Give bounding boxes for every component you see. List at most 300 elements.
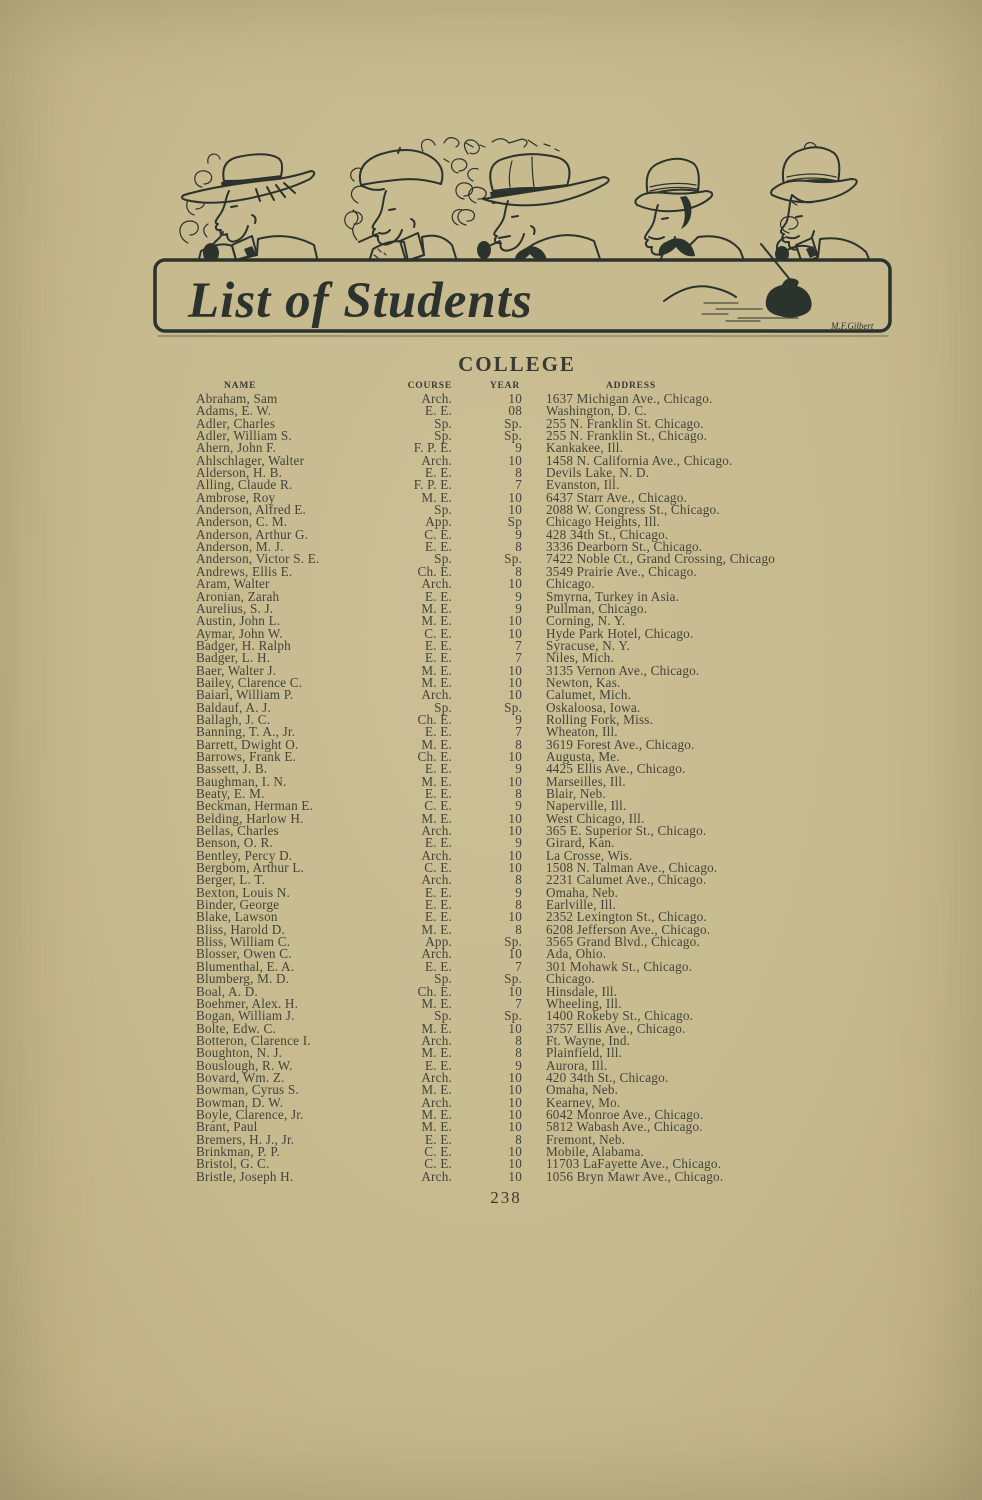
cell-course: App. [425,934,452,950]
cell-name: Baiari, William P. [196,687,294,703]
cell-address: Kankakee, Ill. [546,440,624,456]
cell-name: Aram, Walter [196,576,270,592]
table-row [196,603,816,615]
cell-name: Bowman, D. W. [196,1094,284,1110]
cell-name: Beaty, E. M. [196,786,265,801]
cell-name: Anderson, Arthur G. [196,526,309,542]
cell-address: 255 N. Franklin St. Chicago. [546,415,704,431]
cell-name: Blumberg, M. D. [196,971,290,987]
cell-address: Smyrna, Turkey in Asia. [546,588,680,604]
cell-course: Ch. E. [417,983,452,999]
cell-year: 10 [508,1143,522,1159]
table-row [196,1010,816,1022]
cell-name: Bassett, J. B. [196,761,268,777]
cell-course: Arch. [421,1094,452,1110]
cell-name: Bexton, Louis N. [196,884,291,900]
cell-name: Ambrose, Roy [196,489,276,505]
banner-title: List of Students [188,273,533,329]
cell-name: Andrews, Ellis E. [196,563,293,579]
cell-course: Ch. E. [417,563,452,579]
cell-year: 8 [515,736,522,752]
cell-address: Marseilles, Ill. [546,773,626,789]
cell-course: Arch. [421,576,452,592]
cell-course: F. P. E. [413,440,452,456]
cell-course: E. E. [424,724,452,740]
cell-name: Brant, Paul [196,1119,258,1135]
cell-year: 7 [515,958,522,974]
cell-course: E. E. [424,588,452,604]
cell-year: 8 [515,786,522,801]
cell-name: Blake, Lawson [196,909,278,925]
cell-year: 7 [515,637,522,653]
cell-year: 10 [508,847,522,863]
cell-name: Alderson, H. B. [196,465,283,481]
table-row [196,393,816,405]
cell-address: Wheeling, Ill. [546,995,622,1011]
cell-year: 9 [515,588,522,604]
cell-course: Arch. [421,946,452,962]
cell-address: 1458 N. California Ave., Chicago. [546,452,733,468]
cell-name: Aronian, Zarah [196,588,280,604]
cell-year: 10 [508,687,522,703]
cell-address: Rolling Fork, Miss. [546,711,654,727]
cell-address: Calumet, Mich. [546,687,632,703]
cell-name: Aymar, John W. [196,625,283,641]
cell-year: 10 [508,576,522,592]
cell-name: Bergbom, Arthur L. [196,860,305,876]
cell-address: Augusta, Me. [546,748,620,764]
cell-year: 7 [515,477,522,493]
cell-name: Adler, William S. [196,428,292,444]
cell-year: 10 [508,1106,522,1122]
cell-course: M. E. [421,600,452,616]
cell-course: Sp. [434,1008,452,1024]
cell-course: E. E. [424,403,452,419]
cell-address: Chicago. [546,576,595,592]
cell-course: Sp. [434,551,452,567]
cell-address: 4425 Ellis Ave., Chicago. [546,761,686,777]
table-row [196,566,816,578]
table-row [196,504,816,516]
table-row [196,615,816,627]
cell-course: E. E. [424,884,452,900]
cell-year: 8 [515,872,522,888]
table-header-row [196,380,816,393]
cell-course: Arch. [421,823,452,839]
cell-year: Sp. [504,1008,522,1024]
cell-name: Bovard, Wm. Z. [196,1069,285,1085]
student-plaid-cap-cigarette-figure [345,138,485,271]
cell-year: 10 [508,674,522,690]
cell-year: 9 [515,440,522,456]
cell-course: Sp. [434,502,452,518]
cell-address: 6208 Jefferson Ave., Chicago. [546,921,711,937]
cell-name: Bolte, Edw. C. [196,1020,276,1036]
cell-year: 10 [508,1168,522,1184]
cell-year: 8 [515,563,522,579]
table-row [196,430,816,442]
cell-year: 9 [515,1057,522,1073]
student-light-fedora-pipe-figure [771,143,874,271]
column-header-name: NAME [224,381,257,391]
cell-year: 10 [508,810,522,826]
table-row [196,455,816,467]
cell-course: C. E. [424,1143,452,1159]
table-row [196,1146,816,1158]
cell-year: 9 [515,798,522,814]
cell-year: 9 [515,600,522,616]
cell-name: Adams, E. W. [196,403,272,419]
table-row [196,887,816,899]
cell-address: Omaha, Neb. [546,1082,619,1098]
cell-name: Ahlschlager, Walter [196,452,305,468]
cell-name: Barrows, Frank E. [196,748,297,764]
cell-name: Banning, T. A., Jr. [196,724,296,740]
cell-course: E. E. [424,761,452,777]
cell-year: 9 [515,835,522,851]
cell-address: Chicago Heights, Ill. [546,514,661,530]
cell-course: E. E. [424,1131,452,1147]
directory-content [196,352,816,1183]
cell-name: Brinkman, P. P. [196,1143,280,1159]
table-row [196,591,816,603]
cell-name: Bliss, William C. [196,934,291,950]
cell-year: Sp [507,514,522,530]
cell-year: 9 [515,526,522,542]
cell-year: 8 [515,1045,522,1061]
cell-name: Binder, George [196,897,280,913]
cell-year: 8 [515,1032,522,1048]
cell-course: Arch. [421,872,452,888]
cell-address: 1056 Bryn Mawr Ave., Chicago. [546,1168,724,1184]
cell-address: Plainfield, Ill. [546,1045,623,1061]
cell-address: Hyde Park Hotel, Chicago. [546,625,694,641]
header-illustration [128,133,893,347]
cell-course: C. E. [424,1156,452,1172]
cell-address: 255 N. Franklin St., Chicago. [546,428,708,444]
cell-address: La Crosse, Wis. [546,847,633,863]
cell-course: M. E. [421,736,452,752]
cell-address: 301 Mohawk St., Chicago. [546,958,693,974]
cell-course: E. E. [424,465,452,481]
cell-name: Abraham, Sam [196,391,278,406]
cell-name: Ahern, John F. [196,440,277,456]
cell-name: Anderson, C. M. [196,514,288,530]
table-row [196,776,816,788]
cell-course: C. E. [424,526,452,542]
cell-name: Benson, O. R. [196,835,273,851]
cell-course: App. [425,514,452,530]
cell-name: Botteron, Clarence I. [196,1032,311,1048]
cell-address: Naperville, Ill. [546,798,627,814]
cell-course: M. E. [421,1020,452,1036]
cell-course: M. E. [421,810,452,826]
artist-signature: M.F.Gilbert [831,321,874,331]
table-row [196,1134,816,1146]
student-table-body [196,393,816,1183]
cell-address: 365 E. Superior St., Chicago. [546,823,707,839]
table-row [196,640,816,652]
cell-address: Niles, Mich. [546,650,614,666]
cell-name: Berger, L. T. [196,872,266,888]
cell-name: Ballagh, J. C. [196,711,271,727]
cell-name: Adler, Charles [196,415,276,431]
cell-address: 3757 Ellis Ave., Chicago. [546,1020,686,1036]
cell-name: Boyle, Clarence, Jr. [196,1106,304,1122]
cell-name: Bristle, Joseph H. [196,1168,294,1184]
cell-name: Aurelius, S. J. [196,600,274,616]
cell-course: Sp. [434,971,452,987]
cell-name: Anderson, Victor S. E. [196,551,320,567]
cell-year: 10 [508,391,522,406]
cell-name: Anderson, Alfred E. [196,502,307,518]
cell-year: 8 [515,1131,522,1147]
cell-address: 2088 W. Congress St., Chicago. [546,502,720,518]
cell-name: Boehmer, Alex. H. [196,995,299,1011]
cell-name: Belding, Harlow H. [196,810,304,826]
cell-address: Fremont, Neb. [546,1131,626,1147]
cell-course: C. E. [424,860,452,876]
table-row [196,1035,816,1047]
cell-year: 7 [515,724,522,740]
cell-course: Arch. [421,847,452,863]
cell-year: 10 [508,748,522,764]
table-row [196,529,816,541]
table-row [196,702,816,714]
cell-year: 8 [515,921,522,937]
cell-name: Badger, H. Ralph [196,637,291,653]
cell-year: Sp. [504,971,522,987]
cell-address: West Chicago, Ill. [546,810,645,826]
cell-address: 6437 Starr Ave., Chicago. [546,489,688,505]
cell-course: C. E. [424,625,452,641]
table-row [196,763,816,775]
cell-name: Baer, Walter J. [196,662,277,678]
cell-course: Ch. E. [417,748,452,764]
cell-year: 10 [508,1069,522,1085]
cell-course: M. E. [421,921,452,937]
cell-year: 10 [508,452,522,468]
cell-address: 3336 Dearborn St., Chicago. [546,539,703,555]
cell-address: 6042 Monroe Ave., Chicago. [546,1106,704,1122]
cell-name: Bristol, G. C. [196,1156,270,1172]
cell-address: Earlville, Ill. [546,897,617,913]
cell-name: Bowman, Cyrus S. [196,1082,299,1098]
cell-year: 10 [508,860,522,876]
cell-address: Mobile, Alabama. [546,1143,645,1159]
cell-year: 10 [508,502,522,518]
cell-address: Omaha, Neb. [546,884,619,900]
cell-address: 1508 N. Talman Ave., Chicago. [546,860,718,876]
column-header-address: ADDRESS [606,381,656,391]
table-row [196,899,816,911]
cell-address: Ft. Wayne, Ind. [546,1032,631,1048]
cell-address: Girard, Kan. [546,835,615,851]
cell-year: 10 [508,1156,522,1172]
cell-address: 420 34th St., Chicago. [546,1069,669,1085]
cell-course: E. E. [424,650,452,666]
cell-course: M. E. [421,773,452,789]
column-header-year: YEAR [489,381,520,391]
cell-name: Bogan, William J. [196,1008,295,1024]
cell-course: E. E. [424,1057,452,1073]
cell-address: Hinsdale, Ill. [546,983,618,999]
cell-address: 5812 Wabash Ave., Chicago. [546,1119,703,1135]
table-row [196,813,816,825]
cell-course: Sp. [434,415,452,431]
cell-year: 10 [508,1082,522,1098]
cell-name: Badger, L. H. [196,650,271,666]
cell-year: 10 [508,662,522,678]
student-trilby-bow-tie-figure [635,159,748,271]
cell-course: E. E. [424,835,452,851]
cell-address: Oskaloosa, Iowa. [546,699,641,715]
section-title: COLLEGE [458,352,576,376]
cell-name: Bailey, Clarence C. [196,674,303,690]
cell-year: Sp. [504,934,522,950]
cell-year: 9 [515,711,522,727]
cell-name: Austin, John L. [196,613,281,629]
cell-year: 10 [508,489,522,505]
cell-course: M. E. [421,613,452,629]
cell-course: E. E. [424,958,452,974]
cell-year: 8 [515,539,522,555]
cell-address: 1400 Rokeby St., Chicago. [546,1008,694,1024]
cell-address: 1637 Michigan Ave., Chicago. [546,391,713,406]
cell-year: Sp. [504,551,522,567]
cell-course: Arch. [421,1168,452,1184]
cell-year: 7 [515,995,522,1011]
cell-address: Kearney, Mo. [546,1094,621,1110]
cell-name: Barrett, Dwight O. [196,736,299,752]
cell-course: Ch. E. [417,711,452,727]
cell-year: Sp. [504,415,522,431]
table-row [196,1060,816,1072]
cell-year: 9 [515,761,522,777]
cell-address: 3549 Prairie Ave., Chicago. [546,563,697,579]
cell-name: Blumenthal, E. A. [196,958,295,974]
cell-year: Sp. [504,699,522,715]
column-header-course: COURSE [407,381,452,391]
cell-course: E. E. [424,539,452,555]
cell-address: Pullman, Chicago. [546,600,648,616]
cell-course: E. E. [424,909,452,925]
table-row [196,911,816,923]
cell-name: Bremers, H. J., Jr. [196,1131,295,1147]
cell-name: Bentley, Percy D. [196,847,293,863]
cell-year: 10 [508,1119,522,1135]
cell-year: 10 [508,625,522,641]
cell-address: Washington, D. C. [546,403,647,419]
cell-course: E. E. [424,637,452,653]
cell-course: M. E. [421,1082,452,1098]
cell-year: 9 [515,884,522,900]
table-row [196,1084,816,1096]
table-row [196,862,816,874]
cell-course: E. E. [424,897,452,913]
cell-year: 08 [508,403,522,419]
cell-name: Boal, A. D. [196,983,258,999]
student-table [196,380,816,1183]
cell-year: 10 [508,823,522,839]
cell-name: Baldauf, A. J. [196,699,271,715]
cell-address: Evanston, Ill. [546,477,620,493]
cell-address: Syracuse, N. Y. [546,637,630,653]
cell-year: 10 [508,613,522,629]
cell-name: Bouslough, R. W. [196,1057,293,1073]
table-row [196,825,816,837]
cell-course: M. E. [421,674,452,690]
student-crumpled-fedora-pipe-figure [458,139,609,271]
cell-address: 428 34th St., Chicago. [546,526,669,542]
cell-course: M. E. [421,489,452,505]
cell-name: Alling, Claude R. [196,477,293,493]
page-number: 238 [490,1188,522,1207]
cell-address: 2352 Lexington St., Chicago. [546,909,707,925]
cell-address: Devils Lake, N. D. [546,465,650,481]
cell-address: Corning, N. Y. [546,613,626,629]
cell-name: Bellas, Charles [196,823,279,839]
cell-name: Boughton, N. J. [196,1045,283,1061]
cell-year: 10 [508,946,522,962]
table-row [196,1109,816,1121]
cell-course: Arch. [421,1069,452,1085]
table-row [196,578,816,590]
cell-year: 10 [508,909,522,925]
cell-address: Newton, Kas. [546,674,621,690]
cell-course: M. E. [421,995,452,1011]
cell-course: M. E. [421,662,452,678]
cell-address: Aurora, Ill. [546,1057,608,1073]
cell-name: Baughman, I. N. [196,773,287,789]
cell-address: 7422 Noble Ct., Grand Crossing, Chicago [546,551,776,567]
cell-year: 10 [508,983,522,999]
cell-course: Arch. [421,391,452,406]
cell-year: 8 [515,897,522,913]
cell-course: F. P. E. [413,477,452,493]
cell-course: M. E. [421,1045,452,1061]
cell-course: C. E. [424,798,452,814]
cell-year: 10 [508,1020,522,1036]
cell-course: Sp. [434,699,452,715]
cell-course: M. E. [421,1106,452,1122]
cell-address: Ada, Ohio. [546,946,607,962]
cell-name: Anderson, M. J. [196,539,284,555]
table-row [196,479,816,491]
cell-course: Arch. [421,1032,452,1048]
cell-course: E. E. [424,786,452,801]
cell-year: Sp. [504,428,522,444]
cell-course: Sp. [434,428,452,444]
cell-address: 3135 Vernon Ave., Chicago. [546,662,700,678]
cell-name: Bliss, Harold D. [196,921,285,937]
cell-year: 10 [508,773,522,789]
cell-address: Chicago. [546,971,595,987]
table-row [196,973,816,985]
cell-course: Arch. [421,687,452,703]
cell-year: 8 [515,465,522,481]
cell-address: 2231 Calumet Ave., Chicago. [546,872,707,888]
cell-address: Blair, Neb. [546,786,606,801]
cell-year: 7 [515,650,522,666]
table-row [196,652,816,664]
cell-address: 11703 LaFayette Ave., Chicago. [546,1156,722,1172]
cell-course: Arch. [421,452,452,468]
cell-address: 3619 Forest Ave., Chicago. [546,736,695,752]
cell-address: Wheaton, Ill. [546,724,618,740]
table-row [196,1171,816,1183]
cell-year: 10 [508,1094,522,1110]
